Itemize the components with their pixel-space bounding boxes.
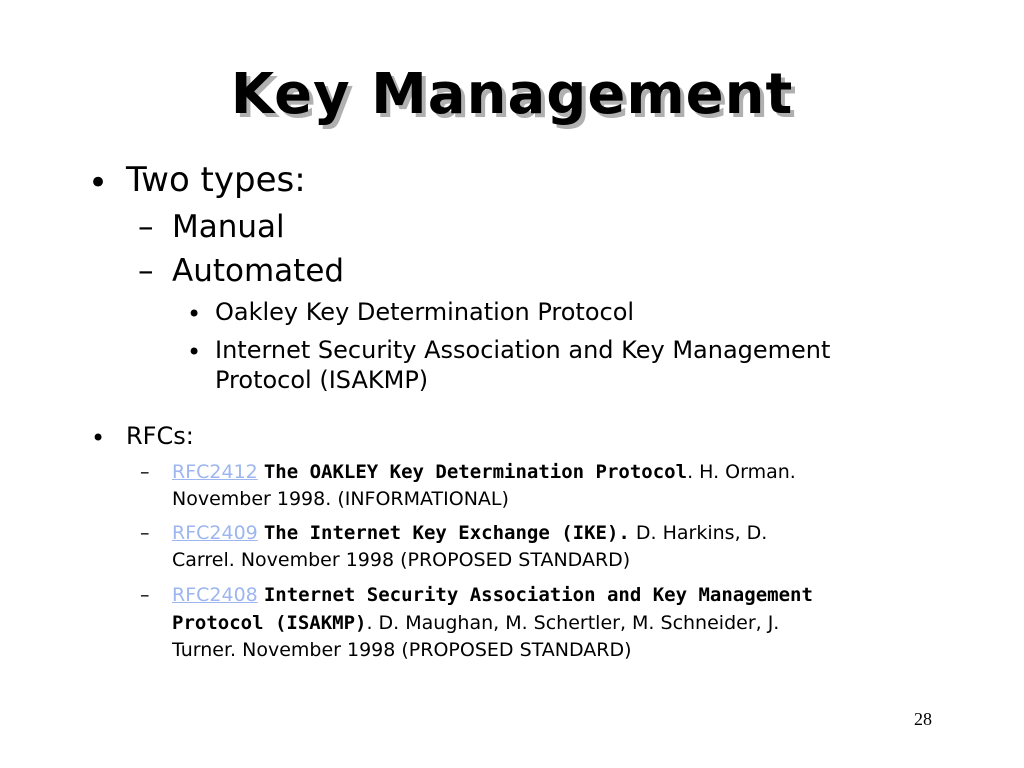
bullet-dot: • [88,163,109,203]
rfc2409-link[interactable]: RFC2409 [172,522,258,544]
rfc2408-line1 [172,584,813,606]
small-bullet-dot: • [187,300,202,328]
small-bullet-dot: • [187,338,202,366]
rfc2412-title: The OAKLEY Key Determination Protocol [263,461,688,483]
bullet-dot: • [91,424,106,452]
dash-marker: – [140,522,150,544]
sub-bullet-manual: Manual [172,209,285,245]
dash-marker: – [140,584,150,606]
dash-marker: – [138,209,154,245]
bullet-rfcs: RFCs: [126,422,194,450]
page-number: 28 [914,709,932,729]
rfc2409-line2: Carrel. November 1998 (PROPOSED STANDARD) [172,549,631,571]
rfc2408-link[interactable]: RFC2408 [172,584,258,606]
slide-title: Key Management [230,62,794,127]
sub-bullet-automated: Automated [172,253,345,289]
rfc2408-title: Internet Security Association and Key Management [263,584,813,606]
rfc2409-title: The Internet Key Exchange (IKE). [263,522,630,544]
dash-marker: – [140,461,150,483]
rfc2412-link[interactable]: RFC2412 [172,461,258,483]
dash-marker: – [138,253,154,289]
rfc2412-line2: November 1998. (INFORMATIONAL) [172,488,509,510]
rfc2412-author: . H. Orman. [687,461,796,483]
bullet-two-types: Two types: [126,160,306,200]
rfc2408-line3: Turner. November 1998 (PROPOSED STANDARD) [172,639,632,661]
subsub-bullet-oakley: Oakley Key Determination Protocol [215,298,635,326]
rfc2408-line2 [172,612,779,634]
rfc2408-title-cont: Protocol (ISAKMP) [172,612,367,634]
rfc2408-authors: . D. Maughan, M. Schertler, M. Schneider, J. [366,612,780,634]
rfc2409-line1 [172,522,767,544]
subsub-bullet-isakmp-line1: Internet Security Association and Key Management [215,336,831,364]
rfc2409-author: D. Harkins, D. [629,522,768,544]
rfc2412-line1 [172,461,796,483]
subsub-bullet-isakmp-line2: Protocol (ISAKMP) [215,366,429,394]
